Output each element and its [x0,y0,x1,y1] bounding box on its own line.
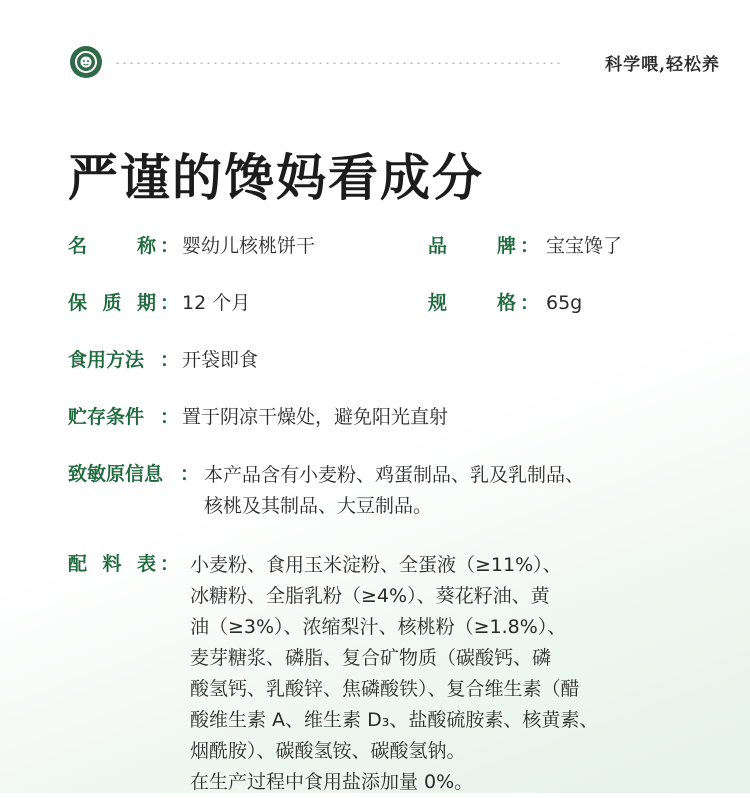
field-spec-label: 规 格 [428,292,516,314]
field-brand-label: 品 牌 [428,235,516,257]
field-usage-label: 食用方法 [68,349,145,371]
field-allergen-value: 本产品含有小麦粉、鸡蛋制品、乳及乳制品、 核桃及其制品、大豆制品。 [204,464,585,517]
field-storage-value: 置于阴凉干燥处，避免阳光直射 [182,406,449,428]
page-title: 严谨的馋妈看成分 [68,149,484,207]
field-shelf-life-label: 保 质 期 [68,292,156,314]
dotted-divider [114,62,562,64]
field-ingredients-value: 小麦粉、食用玉米淀粉、全蛋液（≥11%）、 冰糖粉、全脂乳粉（≥4%）、葵花籽油、黄 油（≥3%）、浓缩梨汁、核桃粉（≥1.8%）、 麦芽糖浆、磷脂、复合矿物质（碳酸钙、磷 酸氢钙、乳酸锌、焦磷酸铁）、复合维生素（醋 酸维生素 A、维生素 D₃、盐酸硫胺素、核黄素、 烟酰胺）、碳酸氢铵、碳酸氢钠。 在生产过程中食用盐添加量 0%。 [190,554,599,793]
header [70,44,720,82]
brand-logo-icon [70,46,102,78]
field-allergen-label: 致敏原信息 [68,463,164,485]
slogan: 科学喂,轻松养 [605,55,720,75]
field-ingredients-label: 配 料 表 [68,553,156,575]
field-spec-value: 65g [546,292,583,314]
field-brand-value: 宝宝馋了 [546,235,623,257]
field-storage-label: 贮存条件 [68,406,145,428]
field-shelf-life-value: 12 个月 [182,292,251,314]
field-name-value: 婴幼儿核桃饼干 [182,235,316,257]
field-name-label: 名 称 [68,235,156,257]
field-usage-value: 开袋即食 [182,349,259,371]
